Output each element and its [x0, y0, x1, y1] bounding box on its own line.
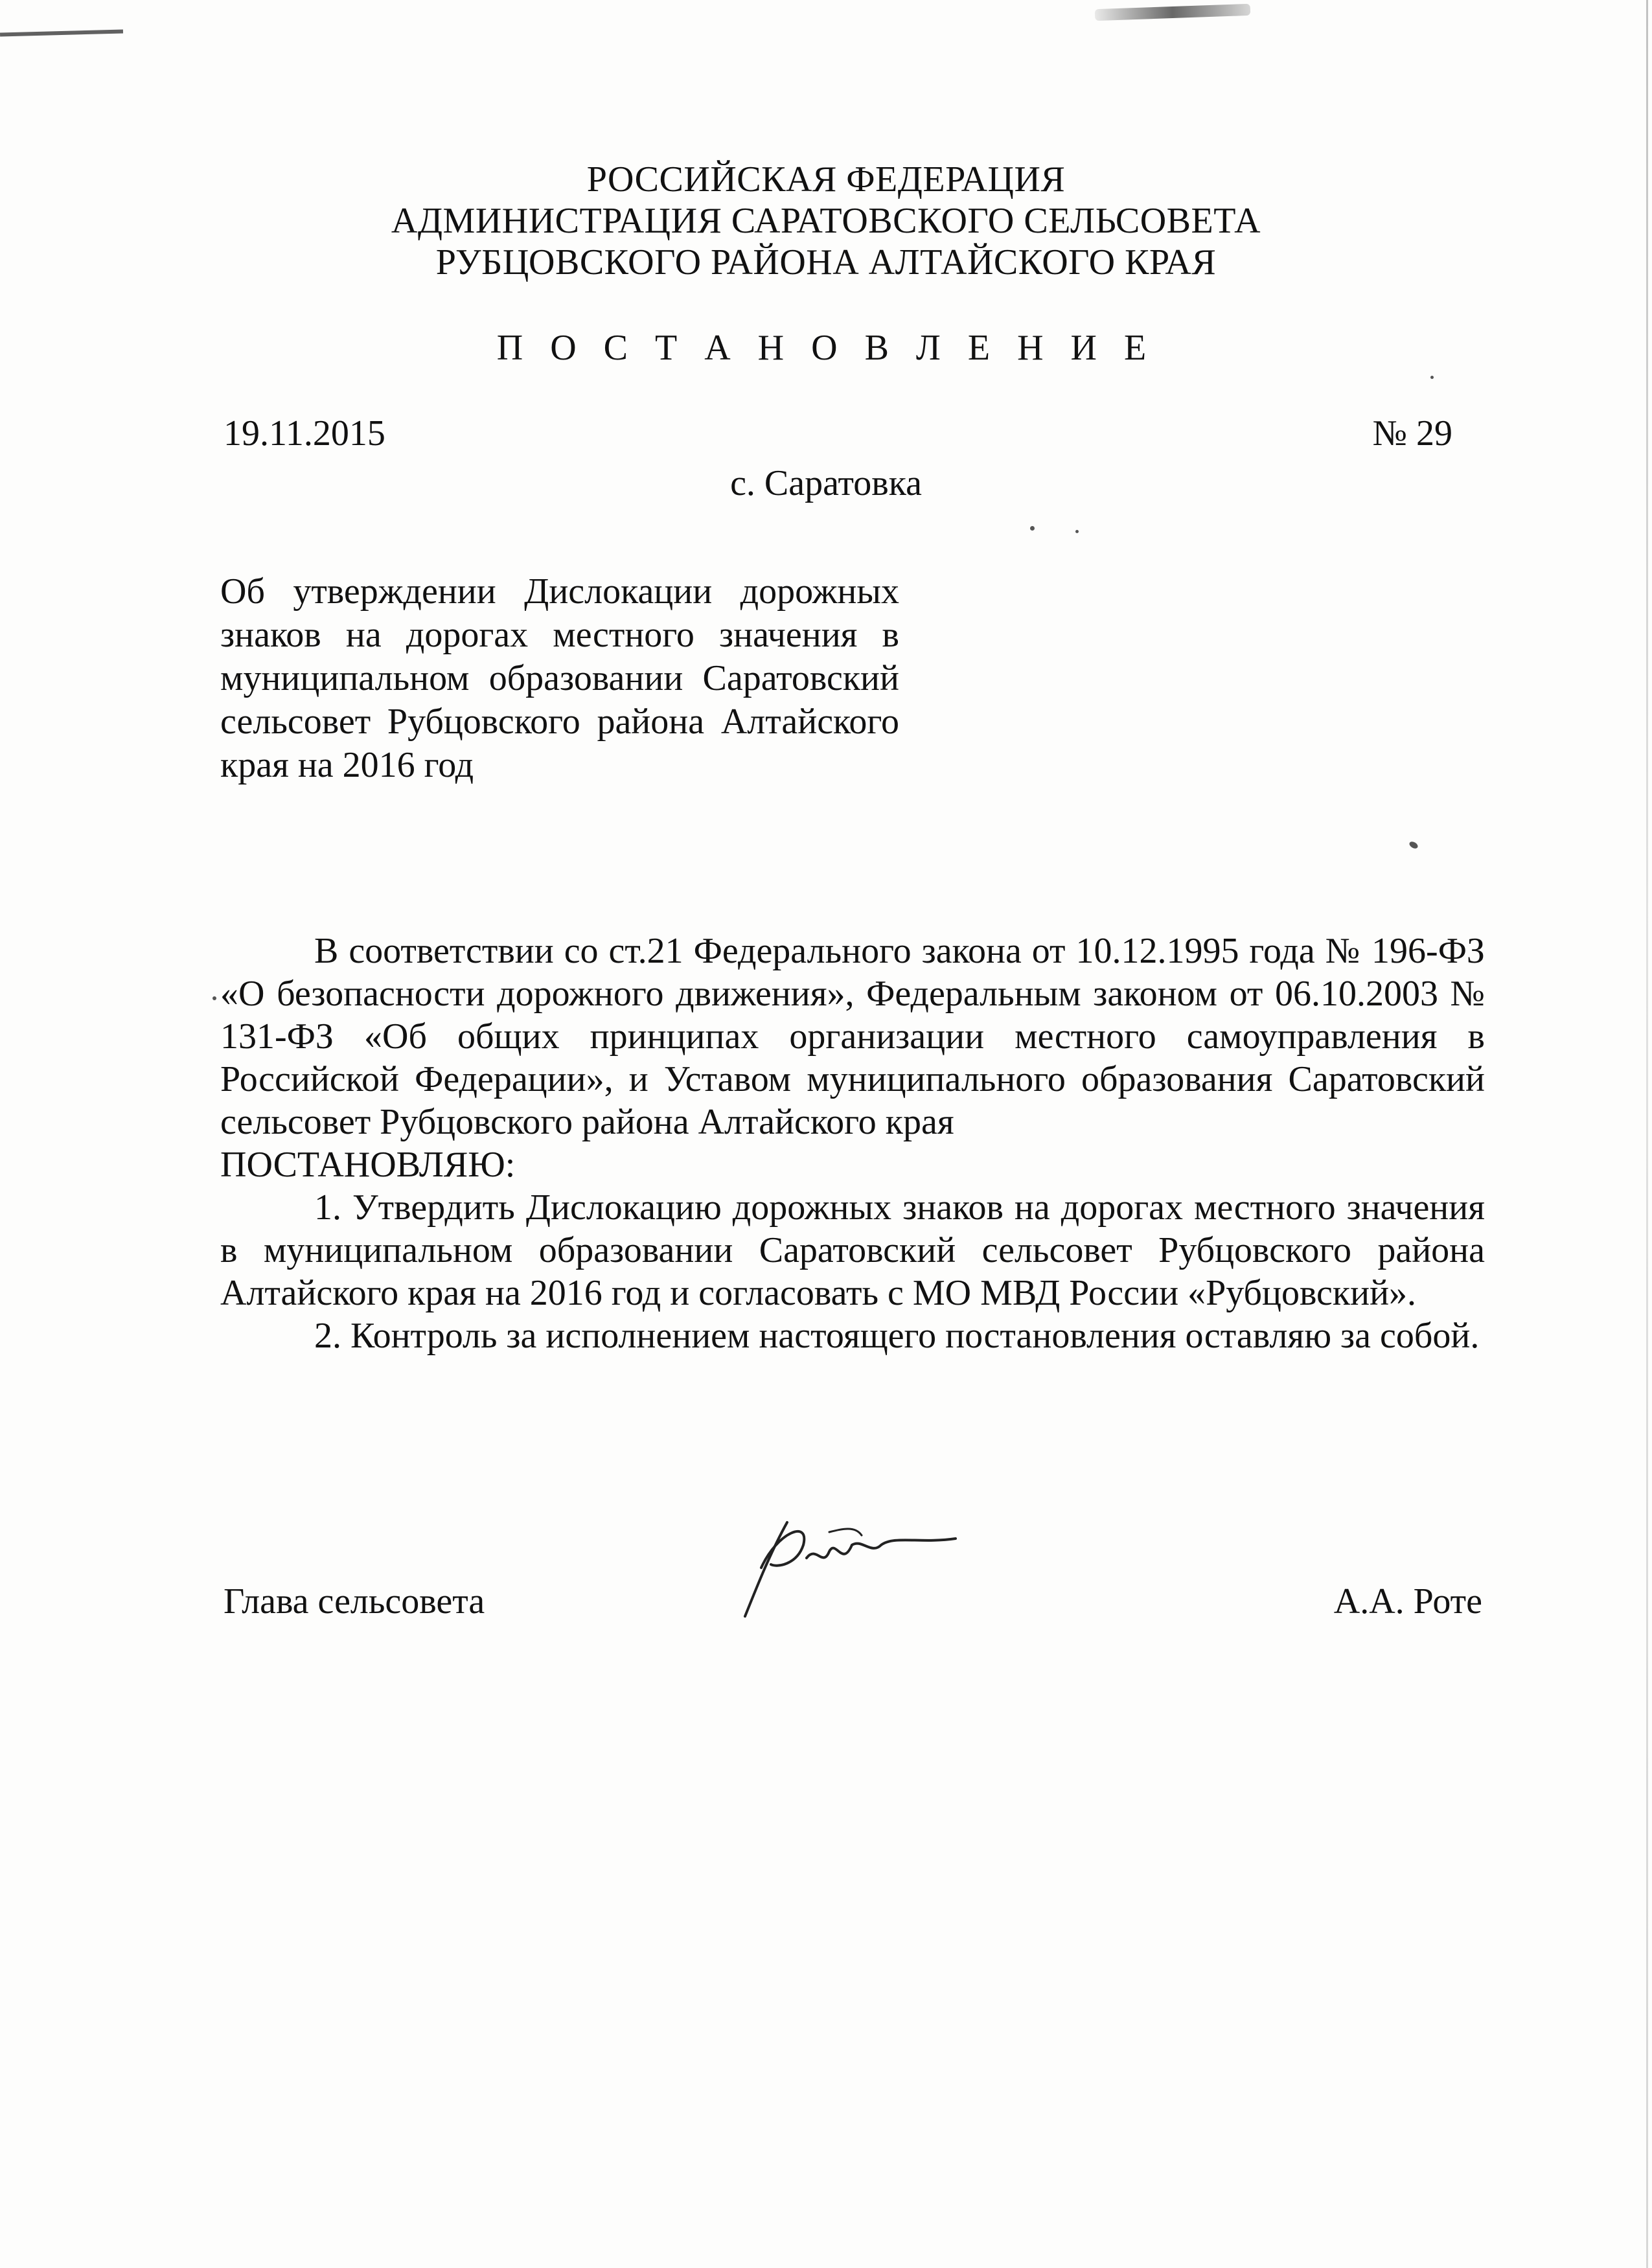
scan-speck — [1408, 840, 1419, 850]
body-item-2: 2. Контроль за исполнением настоящего постановления оставляю за собой. — [314, 1316, 1480, 1356]
signatory-name: А.А. Роте — [1333, 1581, 1482, 1621]
header-block — [0, 159, 1652, 283]
scan-mark — [1095, 4, 1250, 21]
header-region: РУБЦОВСКОГО РАЙОНА АЛТАЙСКОГО КРАЯ — [435, 242, 1217, 282]
document-place: с. Саратовка — [730, 463, 922, 503]
document-date: 19.11.2015 — [224, 413, 385, 453]
body-decree: ПОСТАНОВЛЯЮ: — [220, 1145, 516, 1185]
scan-speck — [1075, 530, 1079, 533]
body-item-1: 1. Утвердить Дислокацию дорожных знаков на дорогах местного значения в муниципальном образовании Саратовский сельсовет Рубцовского района Алтайского края на 2016 год и согласовать с МО МВД России «Рубцовский». — [220, 1187, 1485, 1313]
document-number: № 29 — [1372, 413, 1452, 453]
body-preamble: В соответствии со ст.21 Федерального закона от 10.12.1995 года № 196-ФЗ «О безопасности дорожного движения», Федеральным законом от 06.10.2003 № 131-ФЗ «Об общих принципах организации местного самоуправления в Российской Федерации», и Уставом муниципального образования Саратовский сельсовет Рубцовского района Алтайского края — [220, 931, 1485, 1142]
document-title: П О С Т А Н О В Л Е Н И Е — [496, 328, 1156, 368]
document-subject: Об утверждении Дислокации дорожных знаков на дорогах местного значения в муниципальном образовании Саратовский сельсовет Рубцовского района Алтайского края на 2016 год — [220, 571, 899, 785]
document-body — [220, 930, 1485, 1357]
signatory-title: Глава сельсовета — [224, 1581, 485, 1621]
scan-speck — [212, 996, 216, 1000]
header-country: РОССИЙСКАЯ ФЕДЕРАЦИЯ — [586, 159, 1066, 200]
handwritten-signature — [732, 1506, 965, 1623]
scan-mark — [0, 30, 123, 37]
header-administration: АДМИНИСТРАЦИЯ САРАТОВСКОГО СЕЛЬСОВЕТА — [391, 201, 1261, 241]
scan-speck — [1030, 526, 1035, 531]
scan-speck — [1430, 376, 1434, 379]
